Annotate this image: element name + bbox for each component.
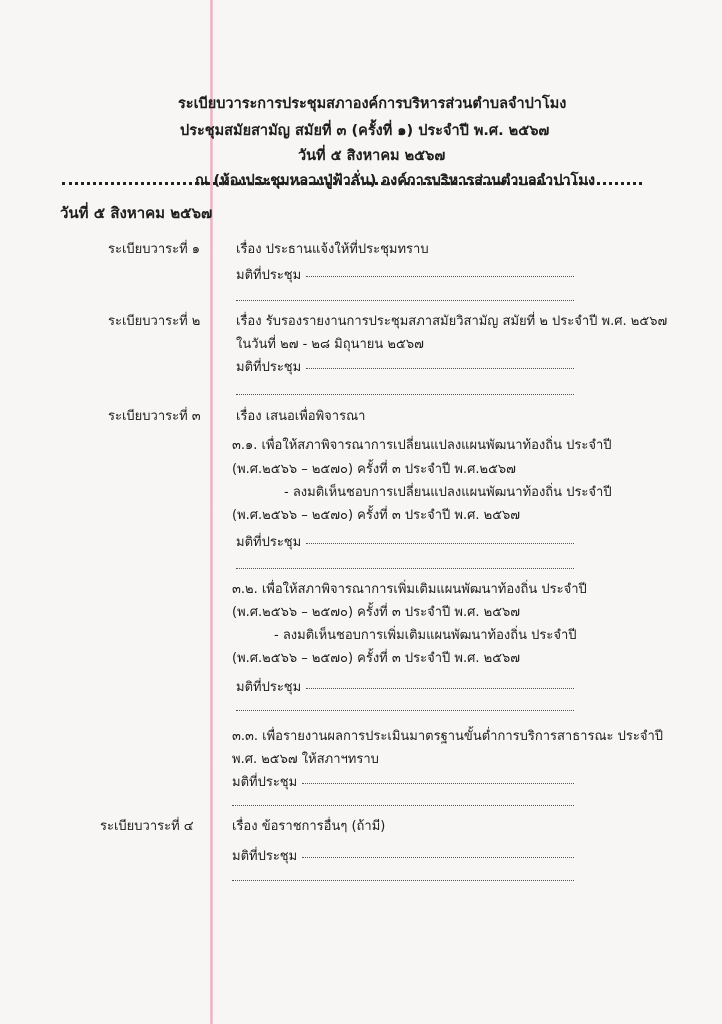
agenda-4-label: ระเบียบวาระที่ ๔ [100,819,194,834]
agenda-3-1-line-1: ๓.๑. เพื่อให้สภาพิจารณาการเปลี่ยนแปลงแผนพัฒนาท้องถิ่น ประจำปี [232,438,612,453]
agenda-3-2-line-4: (พ.ศ.๒๕๖๖ – ๒๕๗๐) ครั้งที่ ๓ ประจำปี พ.ศ. ๒๕๖๗ [232,651,521,666]
header-date: วันที่ ๕ สิงหาคม ๒๕๖๗ [298,148,446,164]
agenda-1-resolution-line [306,276,574,277]
agenda-2-resolution-line-2 [236,394,574,395]
meeting-date: วันที่ ๕ สิงหาคม ๒๕๖๗ [60,204,213,222]
agenda-3-3-line-2: พ.ศ. ๒๕๖๗ ให้สภาฯทราบ [232,752,379,767]
agenda-1-resolution-line-2 [236,300,574,301]
agenda-3-label: ระเบียบวาระที่ ๓ [108,409,201,424]
agenda-3-2-resolution-line [306,688,574,689]
agenda-4-resolution-label: มติที่ประชุม [232,849,298,864]
agenda-4-resolution-line-2 [232,880,574,881]
agenda-3-2-resolution-line-2 [236,710,574,711]
agenda-3-2-line-2: (พ.ศ.๒๕๖๖ – ๒๕๗๐) ครั้งที่ ๓ ประจำปี พ.ศ. ๒๕๖๗ [232,605,521,620]
agenda-3-1-resolution-label: มติที่ประชุม [236,535,302,550]
agenda-2-title-date: ในวันที่ ๒๗ - ๒๘ มิถุนายน ๒๕๖๗ [236,337,424,352]
agenda-3-2-line-1: ๓.๒. เพื่อให้สภาพิจารณาการเพิ่มเติมแผนพัฒนาท้องถิ่น ประจำปี [232,582,587,597]
agenda-2-label: ระเบียบวาระที่ ๒ [108,314,201,329]
agenda-3-1-line-2: (พ.ศ.๒๕๖๖ – ๒๕๗๐) ครั้งที่ ๓ ประจำปี พ.ศ.๒๕๖๗ [232,462,516,477]
margin-line [210,0,213,1024]
agenda-1-title: เรื่อง ประธานแจ้งให้ที่ประชุมทราบ [236,242,429,257]
agenda-3-2-line-3: - ลงมติเห็นชอบการเพิ่มเติมแผนพัฒนาท้องถิ่น ประจำปี [274,628,577,643]
header-title: ระเบียบวาระการประชุมสภาองค์การบริหารส่วนตำบลจำปาโมง [178,96,567,112]
agenda-3-1-resolution-line [306,543,574,544]
agenda-1-resolution-label: มติที่ประชุม [236,268,302,283]
agenda-3-1-line-3: - ลงมติเห็นชอบการเปลี่ยนแปลงแผนพัฒนาท้องถิ่น ประจำปี [284,485,612,500]
agenda-4-title: เรื่อง ข้อราชการอื่นๆ (ถ้ามี) [232,819,386,834]
agenda-2-resolution-line [306,368,574,369]
agenda-2-title: เรื่อง รับรองรายงานการประชุมสภาสมัยวิสามัญ สมัยที่ ๒ ประจำปี พ.ศ. ๒๕๖๗ [236,314,668,329]
header-venue: ณ (ห้องประชุมหลวงปู่ฟ้าลั่น) องค์การบริหารส่วนตำบลจำปาโมง [195,173,596,189]
agenda-3-3-resolution-label: มติที่ประชุม [232,775,298,790]
agenda-2-resolution-label: มติที่ประชุม [236,360,302,375]
agenda-3-3-resolution-line-2 [232,805,574,806]
agenda-3-title: เรื่อง เสนอเพื่อพิจารณา [236,409,366,424]
header-divider [62,182,642,185]
agenda-1-label: ระเบียบวาระที่ ๑ [108,242,201,257]
agenda-3-1-resolution-line-2 [236,568,574,569]
agenda-3-3-line-1: ๓.๓. เพื่อรายงานผลการประเมินมาตรฐานขั้นต่ำการบริการสาธารณะ ประจำปี [232,729,663,744]
agenda-3-3-resolution-line [302,783,574,784]
agenda-3-2-resolution-label: มติที่ประชุม [236,680,302,695]
header-session: ประชุมสมัยสามัญ สมัยที่ ๓ (ครั้งที่ ๑) ประจำปี พ.ศ. ๒๕๖๗ [180,123,550,139]
agenda-4-resolution-line [302,857,574,858]
agenda-3-1-line-4: (พ.ศ.๒๕๖๖ – ๒๕๗๐) ครั้งที่ ๓ ประจำปี พ.ศ. ๒๕๖๗ [232,508,521,523]
